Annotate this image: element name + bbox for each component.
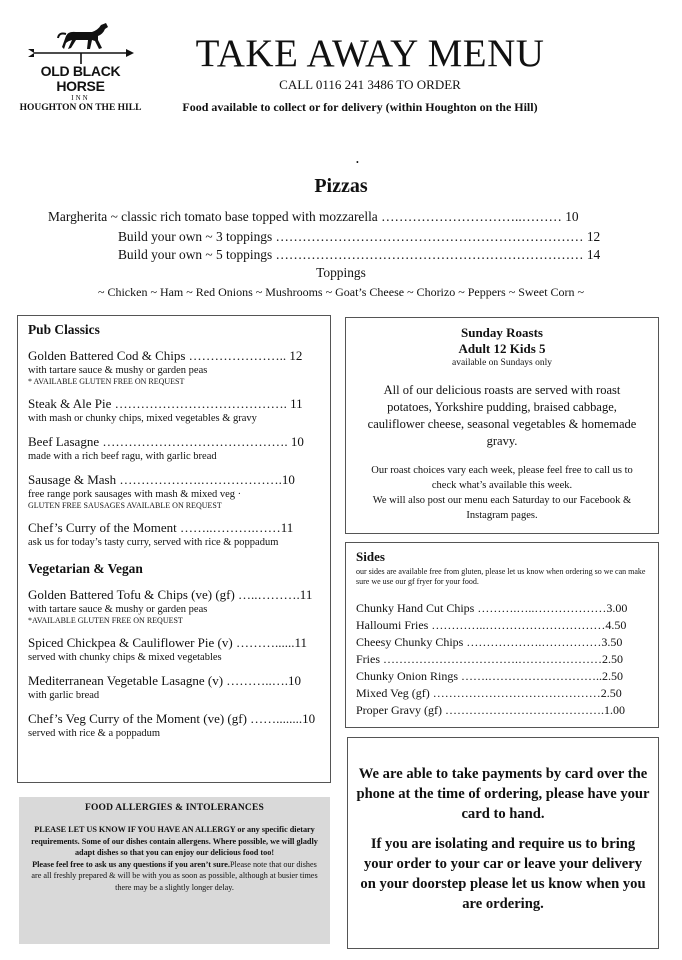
- menu-item-title: Sausage & Mash ……………….……………….10: [28, 472, 295, 487]
- menu-item-desc: served with chunky chips & mixed vegetables: [28, 652, 222, 663]
- sunday-description: All of our delicious roasts are served with roast potatoes, Yorkshire pudding, braised cabbage, cauliflower cheese, seasonal vegetables & homemade gravy.: [367, 383, 637, 448]
- menu-item-note: * AVAILABLE GLUTEN FREE ON REQUEST: [28, 377, 185, 386]
- payment-box: [347, 737, 659, 949]
- logo: [18, 22, 143, 112]
- toppings-list: ~ Chicken ~ Ham ~ Red Onions ~ Mushrooms ~ Goat’s Cheese ~ Chorizo ~ Peppers ~ Sweet Corn ~: [97, 285, 585, 299]
- sunday-roasts-prices: Adult 12 Kids 5: [458, 341, 546, 356]
- side-item: Chunky Hand Cut Chips ……….…..………………3.00: [356, 601, 628, 615]
- logo-inn: INN: [71, 94, 90, 102]
- sunday-social-text: We will also post our menu each Saturday to our Facebook & Instagram pages.: [372, 495, 632, 521]
- menu-item-desc: made with a rich beef ragu, with garlic bread: [28, 451, 217, 462]
- menu-item-note: *AVAILABLE GLUTEN FREE ON REQUEST: [28, 616, 183, 625]
- menu-item: [28, 434, 320, 463]
- side-item: Chunky Onion Rings …….………………………..2.50: [356, 669, 624, 683]
- vegetarian-heading: Vegetarian & Vegan: [28, 561, 143, 576]
- menu-item: [28, 472, 320, 511]
- allergy-text: [27, 824, 322, 893]
- menu-item-title: Spiced Chickpea & Cauliflower Pie (v) ………......11: [28, 635, 307, 650]
- allergy-bold-questions: Please feel free to ask us any questions if you aren’t sure.: [32, 859, 230, 869]
- menu-item: [28, 348, 320, 387]
- pub-classics-heading: Pub Classics: [28, 322, 100, 337]
- menu-item-desc: with garlic bread: [28, 690, 100, 701]
- menu-item: [28, 635, 320, 664]
- menu-item: [28, 520, 320, 549]
- menu-item: [28, 587, 320, 626]
- isolating-text: If you are isolating and require us to bring your order to your car or leave your delivery on your doorstep please let us know when you are ordering.: [360, 836, 646, 912]
- sunday-roasts-heading: Sunday Roasts: [460, 325, 543, 340]
- menu-item-title: Golden Battered Tofu & Chips (ve) (gf) …..……….11: [28, 587, 313, 602]
- menu-item-desc: served with rice & a poppadum: [28, 728, 161, 739]
- pizzas-heading: Pizzas: [314, 175, 368, 197]
- side-item: Mixed Veg (gf) ……………………………………2.50: [356, 686, 622, 700]
- menu-item-title: Golden Battered Cod & Chips ………………….. 12: [28, 348, 303, 363]
- horse-weathervane-icon: [26, 22, 136, 64]
- menu-item-title: Mediterranean Vegetable Lasagne (v) ………..….10: [28, 673, 302, 688]
- side-item: Fries …………………………….…………………2.50: [356, 652, 623, 666]
- menu-item: [28, 711, 320, 740]
- sides-note: our sides are available free from gluten, please let us know when ordering so we can make sure we use our gf fryer for your food.: [356, 567, 646, 586]
- menu-item-title: Steak & Ale Pie …………………………………. 11: [28, 396, 303, 411]
- allergy-bold-text: PLEASE LET US KNOW IF YOU HAVE AN ALLERGY or any specific dietary requirements. Some of our dishes contain allergens. Where possible, we will gladly adapt dishes so that you can enjoy our delicious food too!: [31, 825, 318, 857]
- sunday-choices: [360, 463, 644, 523]
- logo-name: OLD BLACK HORSE: [40, 63, 121, 94]
- menu-item-desc: with mash or chunky chips, mixed vegetables & gravy: [28, 413, 257, 424]
- sunday-roasts-box: [345, 317, 659, 534]
- pizza-item-margherita: Margherita ~ classic rich tomato base topped with mozzarella …………………………..……… 10: [48, 209, 579, 224]
- allergy-heading: FOOD ALLERGIES & INTOLERANCES: [84, 803, 265, 813]
- pub-classics-box: [17, 315, 331, 783]
- divider-dot: •: [356, 158, 359, 167]
- logo-place: HOUGHTON ON THE HILL: [19, 103, 142, 113]
- delivery-note: Food available to collect or for delivery (within Houghton on the Hill): [182, 100, 538, 114]
- allergy-note: Please note that our dishes are all freshly prepared & will be with you as soon as possible, although at busier times there may be a slightly longer delay.: [31, 859, 318, 892]
- side-item: Halloumi Fries …………..…………………………4.50: [356, 618, 627, 632]
- sunday-availability: available on Sundays only: [452, 358, 552, 368]
- menu-item-desc: with tartare sauce & mushy or garden peas: [28, 604, 208, 615]
- pizza-item-5-toppings: Build your own ~ 5 toppings …………………………………………………………… 14: [118, 247, 601, 262]
- sides-heading: Sides: [356, 549, 385, 564]
- menu-item-title: Chef’s Veg Curry of the Moment (ve) (gf) ……........10: [28, 711, 316, 726]
- menu-item-desc: ask us for today’s tasty curry, served with rice & poppadum: [28, 537, 279, 548]
- menu-item-desc: with tartare sauce & mushy or garden peas: [28, 365, 208, 376]
- menu-item-note: GLUTEN FREE SAUSAGES AVAILABLE ON REQUEST: [28, 501, 222, 510]
- menu-item: [28, 396, 320, 425]
- menu-item-desc: free range pork sausages with mash & mixed veg ·: [28, 489, 242, 500]
- allergy-box: [19, 797, 330, 944]
- payment-text: We are able to take payments by card over the phone at the time of ordering, please have your card to hand.: [356, 766, 650, 822]
- toppings-heading: Toppings: [316, 265, 366, 280]
- pizza-item-3-toppings: Build your own ~ 3 toppings …………………………………………………………… 12: [118, 229, 601, 244]
- side-item: Proper Gravy (gf) ………………………………….1.00: [356, 703, 625, 717]
- menu-item-title: Chef’s Curry of the Moment ……..……….……11: [28, 520, 294, 535]
- sunday-choices-text: Our roast choices vary each week, please feel free to call us to check what’s available this week.: [371, 465, 633, 491]
- menu-item-title: Beef Lasagne ……………………………………. 10: [28, 434, 304, 449]
- sides-box: [345, 542, 659, 728]
- menu-item: [28, 673, 320, 702]
- call-to-order: CALL 0116 241 3486 TO ORDER: [279, 77, 461, 92]
- page-title: TAKE AWAY MENU: [195, 32, 545, 75]
- side-item: Cheesy Chunky Chips ……………….……………3.50: [356, 635, 623, 649]
